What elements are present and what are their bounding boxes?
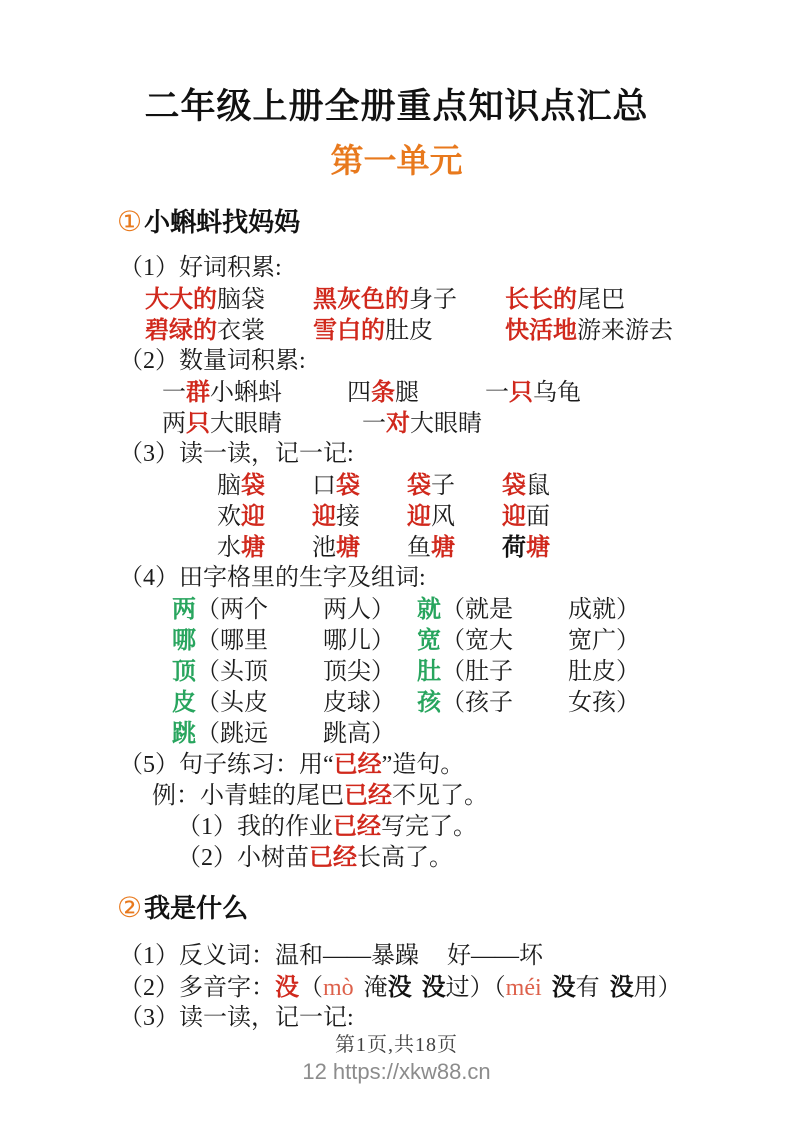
text-segment: 水 [217,535,241,561]
section [117,203,763,873]
text-segment: 肚皮 [385,318,433,344]
text-segment: 女孩） [568,690,640,716]
line-column [312,532,407,564]
text-segment: （ [493,975,506,1001]
highlight-red-text: 袋 [241,472,265,499]
line-column [119,941,543,972]
content-line [117,408,763,439]
text-segment: （3）读一读，记一记: [119,1005,354,1031]
content-line [117,253,763,284]
page-indicator: 第1页,共18页 [335,1034,458,1056]
highlight-red-text: 对 [386,410,410,437]
text-segment: 脑 [217,473,241,499]
text-segment: （跳远 [196,721,268,747]
text-segment: 成就） [568,597,640,623]
content-line [117,594,763,625]
content-line [117,346,763,377]
line-column [485,377,581,409]
text-segment: （孩子 [441,690,513,716]
text-segment: 一 [162,380,186,406]
text-segment: 用） [633,975,682,1001]
highlight-red-text: 已经 [333,751,382,778]
text-segment: （5）句子练习：用“ [119,752,334,778]
content-line [117,563,763,594]
document-body [0,203,793,1034]
section-number-icon: ② [117,891,143,924]
bold-black-text: 没 [421,974,446,1001]
section-heading [117,889,763,931]
content-line [117,656,763,687]
unit-heading: 第一单元 [330,144,463,180]
text-segment: （2）多音字： [119,975,275,1001]
text-segment: 风 [431,504,455,530]
char-green-text: 跳 [172,720,196,747]
char-green-text: 哪 [172,627,196,654]
text-segment: 池 [312,535,336,561]
highlight-red-text: 群 [186,379,210,406]
line-column [119,439,354,470]
section [117,889,763,1034]
text-segment: 两 [162,411,186,437]
text-segment: （1）好词积累: [119,255,282,281]
section-number-icon: ① [117,205,143,238]
char-green-text: 孩 [417,689,441,716]
line-column [312,470,407,502]
text-segment: 接 [336,504,360,530]
watermark-url: 12 https://xkw88.cn [302,1059,491,1084]
line-column [502,470,550,502]
highlight-red-text: 袋 [336,472,360,499]
line-column [172,625,417,657]
line-column [145,284,313,316]
content-line [117,501,763,532]
highlight-red-text: 黑灰色的 [313,286,409,313]
text-segment: 淹 [363,975,388,1001]
text-segment: ”造句。 [381,752,465,778]
text-segment: （1）反义词：温和——暴躁 [119,943,419,969]
char-green-text: 宽 [417,627,441,654]
text-segment: 一 [485,380,509,406]
line-column [177,811,477,843]
line-column [217,470,312,502]
line-column [119,346,306,377]
text-segment: （1）我的作业 [177,814,333,840]
content-line [117,972,763,1003]
highlight-red-text: 只 [186,410,210,437]
line-column [162,377,347,409]
line-column [407,470,502,502]
char-green-text: 顶 [172,658,196,685]
highlight-red-text: 条 [371,379,395,406]
line-column [502,501,550,533]
line-column [417,594,640,626]
text-segment: 脑袋 [217,287,265,313]
text-segment: 口 [312,473,336,499]
text-segment: 写完了。 [381,814,477,840]
bold-black-text: 没 [551,974,576,1001]
content-line [117,284,763,315]
text-segment: （2）小树苗 [177,845,309,871]
content-line [117,470,763,501]
bold-black-text: 没 [387,974,412,1001]
content-line [117,842,763,873]
text-segment: （就是 [441,597,513,623]
text-segment: 大眼睛 [210,411,282,437]
content-line [117,532,763,563]
line-column [502,532,550,564]
text-segment: 两人） [323,597,395,623]
highlight-red-text: 碧绿的 [145,317,217,344]
content-line [117,315,763,346]
char-green-text: 就 [417,596,441,623]
text-segment: 欢 [217,504,241,530]
pinyin-text: mò [323,975,354,1001]
highlight-red-text: 只 [509,379,533,406]
highlight-red-text: 已经 [344,782,392,809]
line-column [217,532,312,564]
line-column [407,532,502,564]
line-column [505,284,625,316]
line-column [362,408,482,440]
text-segment: 尾巴 [577,287,625,313]
highlight-red-text: 袋 [407,472,431,499]
line-column [407,501,502,533]
line-column [217,501,312,533]
text-segment: 宽广） [568,628,640,654]
text-segment: 子 [431,473,455,499]
section-title: 小蝌蚪找妈妈 [144,207,301,237]
text-segment: 顶尖） [323,659,395,685]
text-segment: （肚子 [441,659,513,685]
text-segment: 鱼 [407,535,431,561]
char-green-text: 皮 [172,689,196,716]
text-segment: （两个 [196,597,268,623]
text-segment: 哪儿） [323,628,395,654]
line-column [505,315,673,347]
text-segment: 长高了。 [357,845,453,871]
line-column [172,687,417,719]
text-segment: 皮球） [323,690,395,716]
text-segment: 例：小青蛙的尾巴 [152,783,344,809]
bold-black-text: 荷 [502,534,526,561]
text-segment: 跳高） [323,721,395,747]
line-column [119,972,682,1004]
line-column [347,377,485,409]
line-column [145,315,313,347]
text-segment: 好——坏 [447,943,543,969]
line-column [119,563,426,594]
char-green-text: 两 [172,596,196,623]
content-line [117,377,763,408]
highlight-red-text: 袋 [502,472,526,499]
line-column [172,656,417,688]
line-column [313,315,505,347]
text-segment: 肚皮） [568,659,640,685]
highlight-red-text: 雪白的 [313,317,385,344]
content-line [117,749,763,780]
doc-title: 二年级上册全册重点知识点汇总 [144,87,649,126]
text-segment: （2）数量词积累: [119,348,306,374]
text-segment: （头皮 [196,690,268,716]
text-segment: 小蝌蚪 [210,380,282,406]
text-segment: 身子 [409,287,457,313]
content-line [117,941,763,972]
highlight-red-text: 迎 [407,503,431,530]
highlight-red-text: 大大的 [145,286,217,313]
text-segment: 面 [526,504,550,530]
text-segment: 大眼睛 [410,411,482,437]
highlight-red-text: 迎 [502,503,526,530]
line-column [152,780,488,812]
highlight-red-text: 迎 [241,503,265,530]
text-segment: （头顶 [196,659,268,685]
line-column [417,687,640,719]
text-segment: 四 [347,380,371,406]
content-line [117,439,763,470]
highlight-red-text: 塘 [241,534,265,561]
content-line [117,718,763,749]
highlight-red-text: 长长的 [505,286,577,313]
char-green-text: 肚 [417,658,441,685]
text-segment: 不见了。 [392,783,488,809]
content-line [117,811,763,842]
line-column [417,625,640,657]
line-column [312,501,407,533]
line-column [417,656,640,688]
line-column [162,408,362,440]
highlight-red-text: 塘 [431,534,455,561]
text-segment: 一 [362,411,386,437]
line-column [172,718,395,750]
line-column [172,594,417,626]
highlight-red-text: 快活地 [505,317,577,344]
highlight-red-text: 塘 [336,534,360,561]
content-line [117,625,763,656]
text-segment: 游来游去 [577,318,673,344]
highlight-red-text: 塘 [526,534,550,561]
text-segment: 乌龟 [533,380,581,406]
highlight-red-text: 迎 [312,503,336,530]
text-segment: （哪里 [196,628,268,654]
text-segment: 过） [445,975,494,1001]
line-column [119,253,282,284]
highlight-red-text: 已经 [333,813,381,840]
text-segment: （4）田字格里的生字及组词: [119,565,426,591]
highlight-red-text: 已经 [309,844,357,871]
content-line [117,780,763,811]
text-segment: （3）读一读，记一记: [119,441,354,467]
line-column [313,284,505,316]
text-segment: 衣裳 [217,318,265,344]
text-segment: （宽大 [441,628,513,654]
section-heading [117,203,763,245]
section-title: 我是什么 [144,893,249,923]
text-segment: （ [299,975,323,1001]
highlight-red-text: 没 [275,974,299,1001]
pinyin-text: méi [505,975,542,1001]
line-column [177,842,453,874]
bold-black-text: 没 [609,974,634,1001]
content-line [117,687,763,718]
text-segment: 腿 [395,380,419,406]
line-column [119,749,464,781]
text-segment: 鼠 [526,473,550,499]
text-segment: 有 [575,975,600,1001]
